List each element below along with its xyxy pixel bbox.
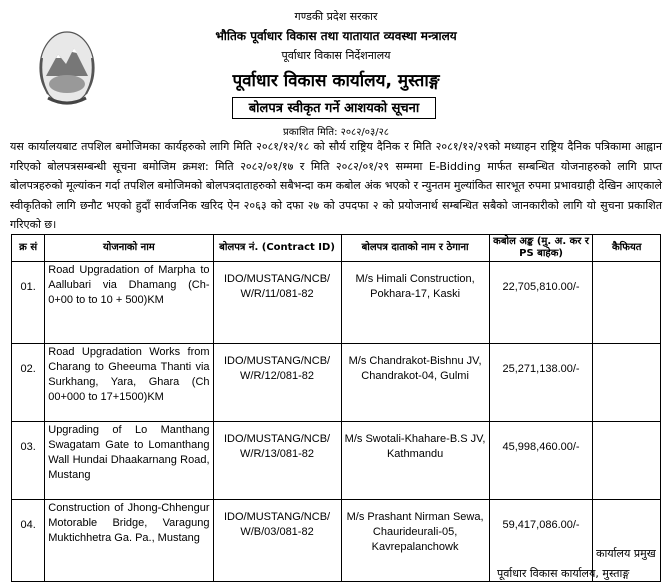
row-amount: 45,998,460.00/- bbox=[489, 422, 593, 500]
row-sn: 04. bbox=[12, 500, 45, 582]
row-remarks bbox=[593, 344, 661, 422]
row-sn: 03. bbox=[12, 422, 45, 500]
row-contract-id: IDO/MUSTANG/NCB/ W/R/13/081-82 bbox=[213, 422, 341, 500]
row-contract-id: IDO/MUSTANG/NCB/ W/R/11/081-82 bbox=[213, 262, 341, 344]
header-remarks: कैफियत bbox=[593, 235, 661, 262]
ministry-heading: भौतिक पूर्वाधार विकास तथा यातायात व्यवस्था मन्त्रालय bbox=[215, 29, 457, 43]
published-date: प्रकाशित मिति: २०८२/०३/२८ bbox=[283, 127, 389, 138]
row-project: Road Upgradation Works from Charang to Gheeuma Thanti via Surkhang, Yara, Ghara (Ch 00+000 to 17+1500)KM bbox=[45, 344, 213, 422]
header-amount: कबोल अङ्क (मु. अ. कर र PS बाहेक) bbox=[489, 235, 593, 262]
row-project: Construction of Jhong-Chhengur Motorable Bridge, Varagung Muktichhetra Ga. Pa., Mustang bbox=[45, 500, 213, 582]
header-contract-id: बोलपत्र नं. (Contract ID) bbox=[213, 235, 341, 262]
row-project: Road Upgradation of Marpha to Aallubari via Dhamang (Ch- 0+00 to to 10 + 500)KM bbox=[45, 262, 213, 344]
row-bidder: M/s Swotali-Khahare-B.S JV, Kathmandu bbox=[341, 422, 489, 500]
table-header-row bbox=[12, 235, 661, 262]
header-project: योजनाको नाम bbox=[45, 235, 213, 262]
row-contract-id: IDO/MUSTANG/NCB/ W/B/03/081-82 bbox=[213, 500, 341, 582]
row-bidder: M/s Prashant Nirman Sewa, Chaurideurali-05, Kavrepalanchowk bbox=[341, 500, 489, 582]
row-amount: 59,417,086.00/- bbox=[489, 500, 593, 582]
table-row bbox=[12, 422, 661, 500]
row-contract-id: IDO/MUSTANG/NCB/ W/R/12/081-82 bbox=[213, 344, 341, 422]
signatory-office: पूर्वाधार विकास कार्यालय, मुस्ताङ्ग bbox=[497, 567, 630, 580]
table-row bbox=[12, 344, 661, 422]
notice-paragraph: यस कार्यालयबाट तपशिल बमोजिमका कार्यहरुको लागि मिति २०८१/१२/१८ को सौर्य राष्ट्रिय दैनिक र मिति २०८१/१२/२९को मध्याहन राष्ट्रिय दैनिक पत्रिकामा आह्वान गरिएको बोलपत्रसम्बन्धी सूचना बमोजिम क्रमश: मिति २०८२/०१/१७ र मिति २०८२/०१/२९ सम्ममा E-Bidding मार्फत सम्बन्धित योजनाहरुको लागि प्राप्त बोलपत्रहरुको मूल्यांकन गर्दा तपशिल बमोजिमको बोलपत्रदाताहरुको सबैभन्दा कम कबोल अंक भएको र न्युनतम मुल्यांकित सारभूत रुपमा प्रभावग्राही देखिन आएकाले स्वीकृतिको लागि छनौट भएको हुदाँ सार्वजनिक खरिद ऐन २०६३ को दफा २७ को उपदफा २ को प्रयोजनार्थ सम्बन्धित सबैको जानकारीको लागि यो सुचना प्रकाशित गरिएको छ। bbox=[10, 140, 662, 232]
row-bidder: M/s Himali Construction, Pokhara-17, Kaski bbox=[341, 262, 489, 344]
row-amount: 22,705,810.00/- bbox=[489, 262, 593, 344]
table-row bbox=[12, 262, 661, 344]
header-bidder: बोलपत्र दाताको नाम र ठेगाना bbox=[341, 235, 489, 262]
row-project: Upgrading of Lo Manthang Swagatam Gate to Lomanthang Wall Hundai Dhaakarnang Road, Mustang bbox=[45, 422, 213, 500]
notice-title: बोलपत्र स्वीकृत गर्ने आशयको सूचना bbox=[232, 97, 436, 119]
row-amount: 25,271,138.00/- bbox=[489, 344, 593, 422]
row-bidder: M/s Chandrakot-Bishnu JV, Chandrakot-04, Gulmi bbox=[341, 344, 489, 422]
header-sn: क्र सं bbox=[12, 235, 45, 262]
bid-table bbox=[11, 234, 661, 582]
row-remarks bbox=[593, 422, 661, 500]
directorate-heading: पूर्वाधार विकास निर्देशनालय bbox=[281, 49, 391, 62]
signatory-title: कार्यालय प्रमुख bbox=[596, 547, 656, 560]
office-heading: पूर्वाधार विकास कार्यालय, मुस्ताङ्ग bbox=[232, 71, 440, 91]
row-remarks bbox=[593, 262, 661, 344]
row-sn: 02. bbox=[12, 344, 45, 422]
row-sn: 01. bbox=[12, 262, 45, 344]
province-heading: गण्डकी प्रदेश सरकार bbox=[294, 10, 378, 23]
